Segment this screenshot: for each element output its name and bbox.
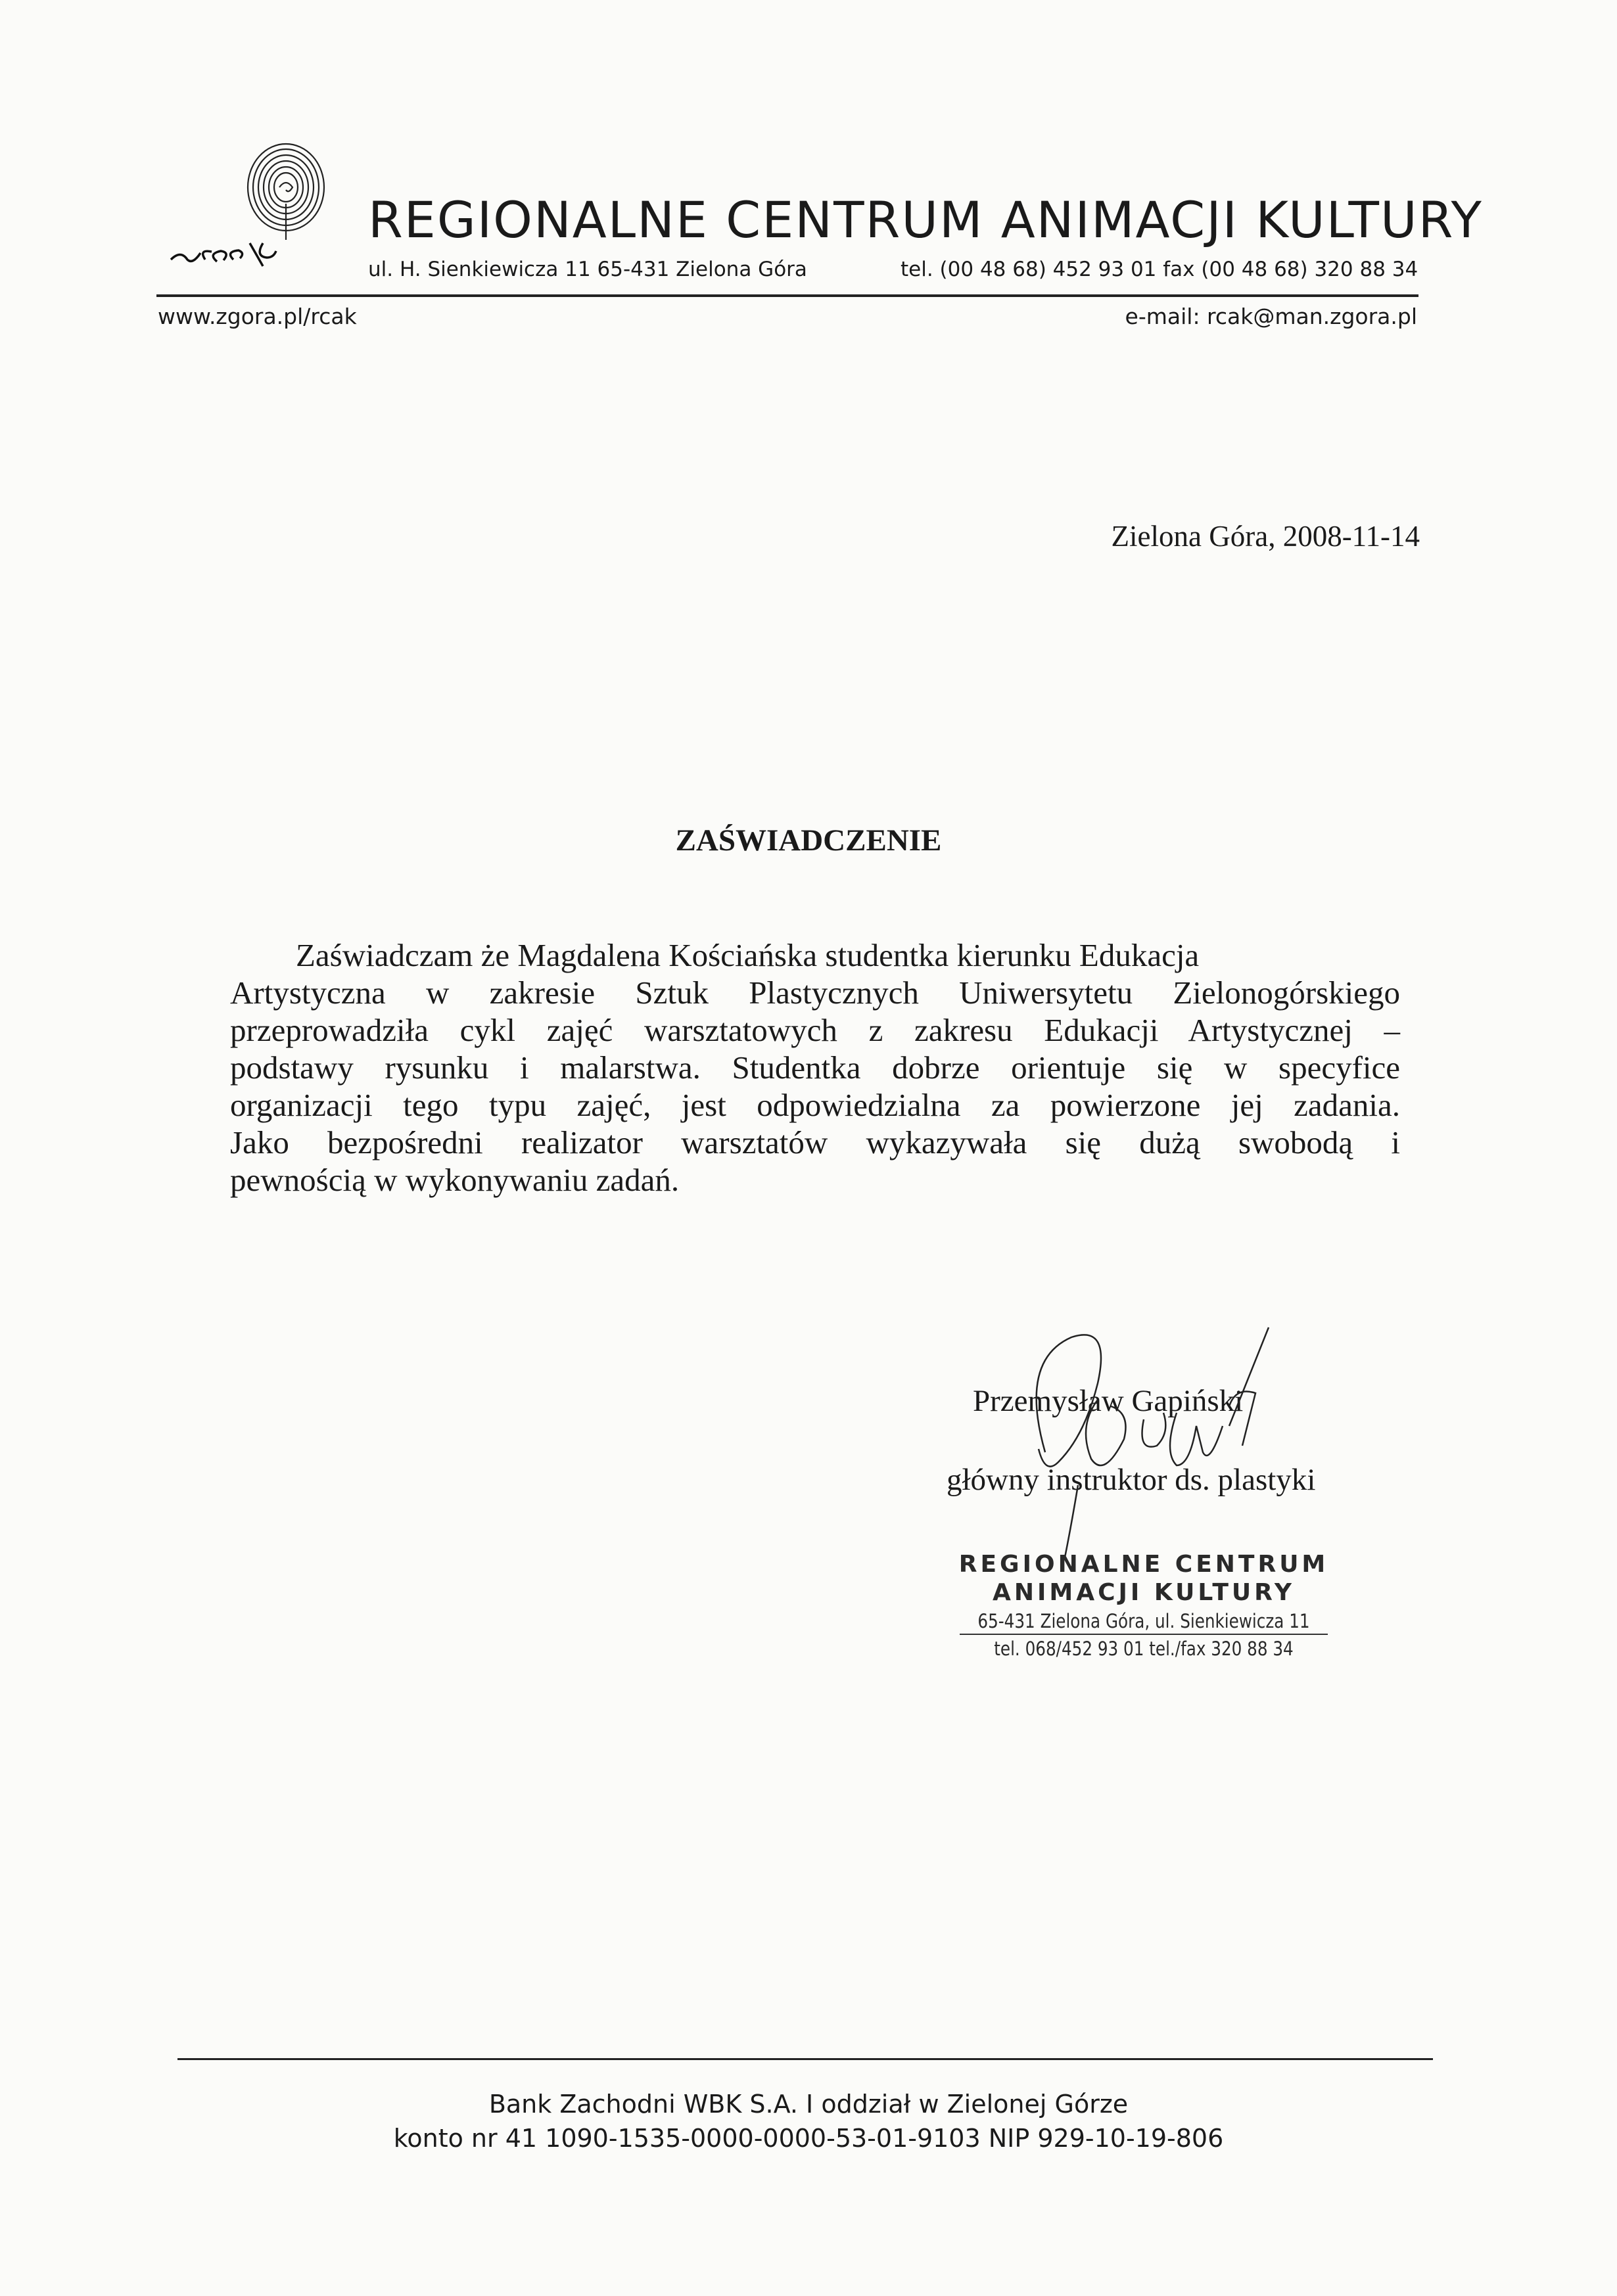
body-line: pewnością w wykonywaniu zadań. (230, 1162, 680, 1198)
footer-divider (177, 2058, 1433, 2060)
signer-name: Przemysław Gapiński (973, 1384, 1244, 1418)
certificate-body (230, 936, 1400, 1199)
body-line: przeprowadziła cykl zajęć warsztatowych z zakresu Edukacji Artystycznej – (230, 1012, 1400, 1048)
rcak-logo (164, 125, 355, 283)
stamp-phone: tel. 068/452 93 01 tel./fax 320 88 34 (994, 1638, 1294, 1660)
org-website: www.zgora.pl/rcak (158, 304, 357, 329)
org-address: ul. H. Sienkiewicza 11 65-431 Zielona Góra (368, 258, 807, 281)
logo-label: rcak (171, 280, 172, 281)
body-line: Artystyczna w zakresie Sztuk Plastycznych Uniwersytetu Zielonogórskiego (230, 975, 1400, 1011)
institution-stamp (947, 1551, 1341, 1660)
org-phone-fax: tel. (00 48 68) 452 93 01 fax (00 48 68) 320 88 34 (901, 258, 1418, 281)
footer-bank: Bank Zachodni WBK S.A. I oddział w Zielonej Górze (488, 2090, 1129, 2119)
date-line: Zielona Góra, 2008-11-14 (1111, 520, 1420, 553)
stamp-address: 65-431 Zielona Góra, ul. Sienkiewicza 11 (977, 1610, 1310, 1632)
body-line: organizacji tego typu zajęć, jest odpowiedzialna za powierzone jej zadania. (230, 1087, 1400, 1123)
stamp-divider (960, 1634, 1328, 1635)
rcak-script-mark (171, 243, 276, 266)
stamp-org-line1: REGIONALNE CENTRUM (958, 1551, 1329, 1578)
footer-account: konto nr 41 1090-1535-0000-0000-53-01-9103 NIP 929-10-19-806 (393, 2124, 1224, 2153)
body-line: Zaświadczam że Magdalena Kościańska studentka kierunku Edukacja (296, 937, 1200, 973)
signer-role: główny instruktor ds. plastyki (947, 1463, 1316, 1497)
org-email: e-mail: rcak@man.zgora.pl (1125, 304, 1417, 329)
document-title: ZAŚWIADCZENIE (675, 823, 942, 858)
stamp-org-line2: ANIMACJI KULTURY (993, 1579, 1295, 1606)
body-line: Jako bezpośredni realizator warsztatów wykazywała się dużą swobodą i (230, 1124, 1400, 1160)
handwritten-signature (947, 1321, 1354, 1557)
body-line: podstawy rysunku i malarstwa. Studentka dobrze orientuje się w specyfice (230, 1049, 1400, 1086)
fingerprint-icon (248, 144, 324, 240)
org-name: REGIONALNE CENTRUM ANIMACJI KULTURY (368, 191, 1483, 249)
header-divider (156, 294, 1418, 297)
